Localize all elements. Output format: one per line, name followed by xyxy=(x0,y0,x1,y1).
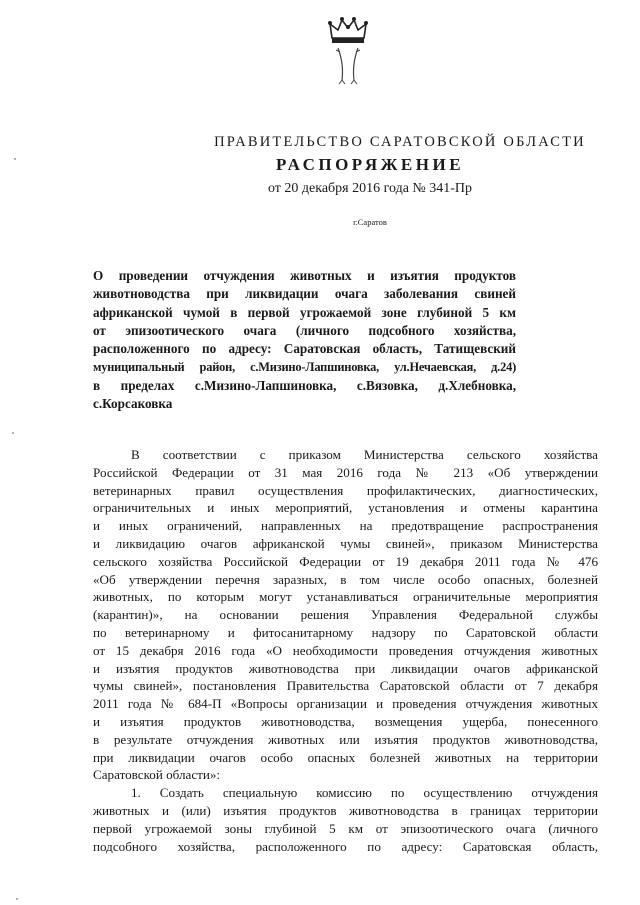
body-line: В соответствии с приказом Министерства сельского хозяйства xyxy=(131,447,598,462)
document-city: г.Саратов xyxy=(353,217,387,227)
title-line: африканской чумой в первой угрожаемой зоне глубиной 5 км xyxy=(93,304,516,320)
document-type-title: РАСПОРЯЖЕНИЕ xyxy=(275,155,465,174)
body-line: «Об утверждении перечня заразных, в том числе особо опасных, болезней xyxy=(93,571,598,587)
title-line: О проведении отчуждения животных и изъятия продуктов xyxy=(93,268,516,283)
document-date-number: от 20 декабря 2016 года № 341-Пр xyxy=(267,181,473,196)
body-line: первой угрожаемой зоны глубиной 5 км от эпизоотического очага (личного xyxy=(93,820,598,836)
scan-speck xyxy=(14,158,16,160)
government-name: ПРАВИТЕЛЬСТВО САРАТОВСКОЙ ОБЛАСТИ xyxy=(214,134,586,150)
body-line: (карантин)», на основании решения Управления Федеральной службы xyxy=(93,607,598,623)
body-line: от 15 декабря 2016 года «О необходимости проведения отчуждения животных xyxy=(93,642,598,658)
title-line: муниципальный район, с.Мизино-Лапшиновка, ул.Нечаевская, д.24) xyxy=(93,360,516,375)
body-line: и иных ограничений, направленных на предотвращение распространения xyxy=(93,518,598,534)
scan-speck xyxy=(12,432,14,434)
document-subject-title xyxy=(93,267,516,413)
body-line: животных и (или) изъятия продуктов животноводства в границах территории xyxy=(93,802,598,818)
body-line: Саратовской области»: xyxy=(93,767,221,783)
body-line: и изъятия продуктов животноводства, возмещения ущерба, понесенного xyxy=(93,713,598,729)
body-line: чумы свиней», постановления Правительства Саратовской области от 7 декабря xyxy=(93,678,598,694)
body-line: 2011 года № 684-П «Вопросы организации и проведения отчуждения животных xyxy=(93,696,598,712)
document-body xyxy=(93,446,598,855)
body-line: и изъятия продуктов животноводства при ликвидации очагов африканской xyxy=(93,660,598,676)
title-line: в пределах с.Мизино-Лапшиновка, с.Вязовка, д.Хлебновка, xyxy=(93,377,516,393)
scan-speck xyxy=(16,898,18,900)
body-line: ограничительных и иных мероприятий, установления и отмены карантина xyxy=(93,500,598,516)
title-line: с.Корсаковка xyxy=(93,396,173,412)
body-line: по ветеринарному и фитосанитарному надзору по Саратовской области xyxy=(93,624,598,640)
body-line: Российской Федерации от 31 мая 2016 года № 213 «Об утверждении xyxy=(93,464,598,480)
body-line: животных, по которым могут устанавливаться ограничительные мероприятия xyxy=(93,589,598,605)
body-line: 1. Создать специальную комиссию по осуществлению отчуждения xyxy=(131,785,598,801)
title-line: животноводства при ликвидации очага заболевания свиней xyxy=(93,286,516,302)
body-line: подсобного хозяйства, расположенного по адресу: Саратовская область, xyxy=(93,838,598,854)
title-line: расположенного по адресу: Саратовская область, Татищевский xyxy=(93,341,516,357)
body-line: и ликвидацию очагов африканской чумы свиней», приказом Министерства xyxy=(93,535,598,551)
title-line: от эпизоотического очага (личного подсобного хозяйства, xyxy=(93,322,516,338)
body-line: сельского хозяйства Российской Федерации от 19 декабря 2011 года № 476 xyxy=(93,553,598,569)
body-line: в результате отчуждения животных или изъятия продуктов животноводства, xyxy=(93,731,598,747)
body-line: ветеринарных правил осуществления профилактических, диагностических, xyxy=(93,482,598,498)
saratov-crown-emblem-icon xyxy=(318,8,378,88)
body-line: при ликвидации очагов особо опасных болезней животных на территории xyxy=(93,749,598,765)
